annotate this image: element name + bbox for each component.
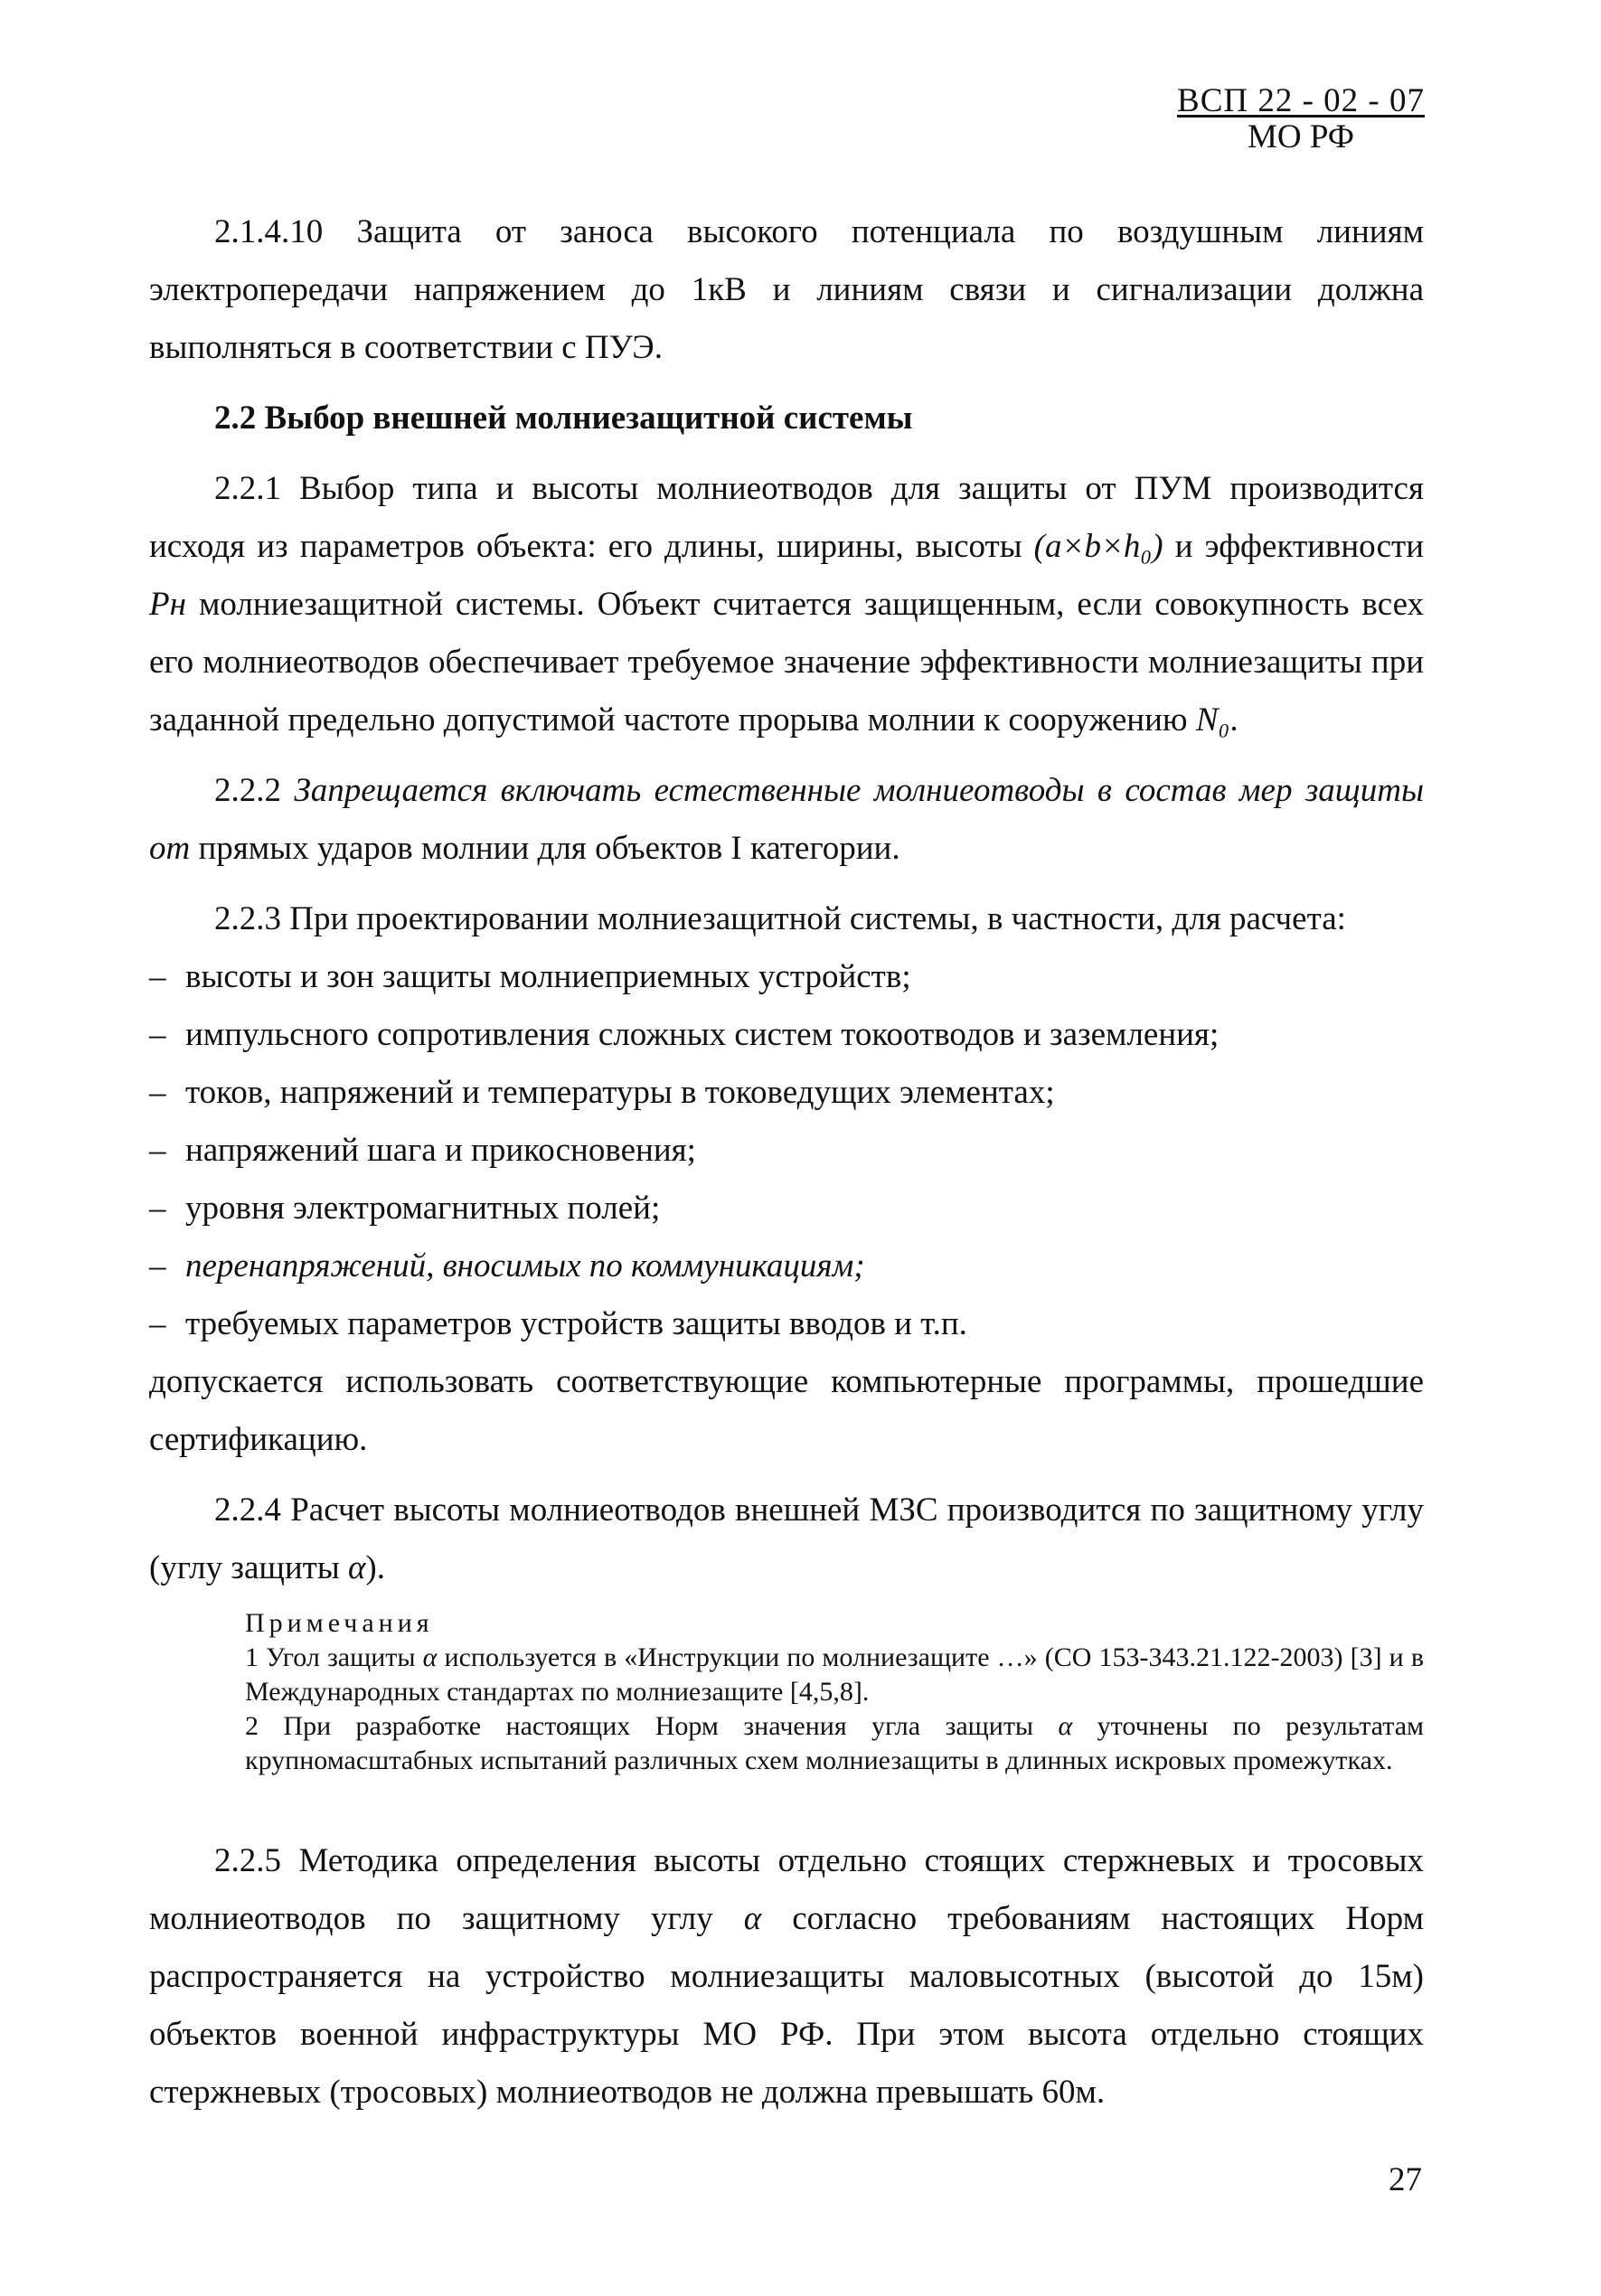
calculation-list xyxy=(149,948,1424,1353)
list-item: – перенапряжений, вносимых по коммуникациям; xyxy=(149,1237,1424,1295)
dimensions-formula: (a×b×h₀) xyxy=(1033,528,1163,565)
list-item: – уровня электромагнитных полей; xyxy=(149,1180,1424,1237)
list-item: – напряжений шага и прикосновения; xyxy=(149,1122,1424,1180)
page-number: 27 xyxy=(1389,2161,1422,2198)
frequency-symbol: N₀ xyxy=(1195,701,1230,739)
efficiency-symbol: Pн xyxy=(149,586,186,623)
paragraph-2-2-1: 2.2.1 Выбор типа и высоты молниеотводов для защиты от ПУМ производится исходя из параметров объекта: его длины, ширины, высоты (a×b×h₀) и эффективности Pн молниезащитной системы. Объект считается защищенным, если совокупность всех его молниеотводов обеспечивает требуемое значение эффективности молниезащиты при заданной предельно допустимой частоте прорыва молнии к сооружению N₀. xyxy=(149,470,1424,739)
list-item: – требуемых параметров устройств защиты вводов и т.п. xyxy=(149,1295,1424,1353)
paragraph-2-2-3-conclusion: допускается использовать соответствующие компьютерные программы, прошедшие сертификацию. xyxy=(149,1363,1424,1458)
paragraph-2-1-4-10: 2.1.4.10 Защита от заноса высокого потенциала по воздушным линиям электропередачи напряжением до 1кВ и линиям связи и сигнализации должна выполняться в соответствии с ПУЭ. xyxy=(149,213,1424,366)
section-heading-2-2: 2.2 Выбор внешней молниезащитной системы xyxy=(214,400,913,437)
document-header xyxy=(1177,83,1425,155)
list-item: – высоты и зон защиты молниеприемных устройств; xyxy=(149,948,1424,1006)
list-item: – импульсного сопротивления сложных систем токоотводов и заземления; xyxy=(149,1006,1424,1064)
note-1: 1 Угол защиты α используется в «Инструкции по молниезащите …» (СО 153-343.21.122-2003) [3] и в Международных стандартах по молниезащите [4,5,8]. xyxy=(245,1642,1425,1707)
page-body xyxy=(149,203,1424,2122)
notes-title: Примечания xyxy=(245,1608,434,1638)
notes-block xyxy=(245,1606,1424,1778)
document-organization: МО РФ xyxy=(1247,118,1355,155)
list-item: – токов, напряжений и температуры в токоведущих элементах; xyxy=(149,1064,1424,1122)
document-code: ВСП 22 - 02 - 07 xyxy=(1177,82,1425,119)
note-2: 2 При разработке настоящих Норм значения угла защиты α уточнены по результатам крупномасштабных испытаний различных схем молниезащиты в длинных искровых промежутках. xyxy=(245,1711,1425,1775)
paragraph-2-2-2: 2.2.2 Запрещается включать естественные молниеотводы в состав мер защиты от прямых ударов молнии для объектов I категории. xyxy=(149,772,1425,867)
paragraph-2-2-3: 2.2.3 При проектировании молниезащитной системы, в частности, для расчета: xyxy=(214,900,1346,937)
paragraph-2-2-5: 2.2.5 Методика определения высоты отдельно стоящих стержневых и тросовых молниеотводов по защитному углу α согласно требованиям настоящих Норм распространяется на устройство молниезащиты маловысотных (высотой до 15м) объектов военной инфраструктуры МО РФ. При этом высота отдельно стоящих стержневых (тросовых) молниеотводов не должна превышать 60м. xyxy=(149,1842,1425,2111)
alpha-symbol: α xyxy=(743,1900,762,1937)
alpha-symbol: α xyxy=(347,1549,366,1586)
paragraph-2-2-4: 2.2.4 Расчет высоты молниеотводов внешней МЗС производится по защитному углу (углу защиты α). xyxy=(149,1491,1424,1586)
